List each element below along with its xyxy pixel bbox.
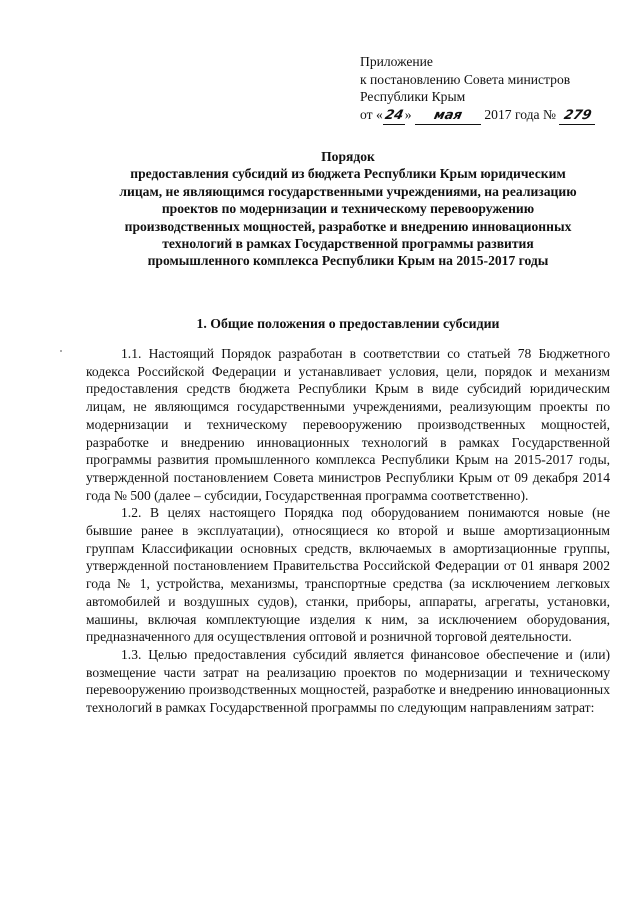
annex-header [360,53,595,125]
title-line-1: Порядок [321,149,375,164]
title-line-7: промышленного комплекса Республики Крым на 2015-2017 годы [147,253,549,269]
title-line-6: технологий в рамках Государственной программы развития [162,236,534,252]
title-line-3: лицам, не являющимся государственными учреждениями, на реализацию [119,183,577,199]
title-line-5: производственных мощностей, разработке и внедрению инновационных [124,218,572,234]
annex-date-line [360,106,595,126]
annex-month: мая [432,107,464,123]
annex-number: 279 [562,107,593,123]
body-text [86,345,610,717]
section-1-heading: 1. Общие положения о предоставлении субсидии [196,316,500,331]
annex-month-field [415,106,481,126]
title-line-4: проектов по модернизации и техническому перевооружению [161,201,535,217]
annex-year: 2017 года № [484,106,556,122]
annex-day-field [383,106,405,126]
annex-resolution: к постановлению Совета министров [360,71,571,87]
paragraph-1-1: 1.1. Настоящий Порядок разработан в соответствии со статьей 78 Бюджетного кодекса Российской Федерации и устанавливает условия, цели, порядок и механизм предоставления средств бюджета Республики Крым в виде субсидий юридическим лицам, не являющимся государственными учреждениями, реализующим проекты по модернизации и техническому перевооружению производственных мощностей, разработке и внедрению инновационных технологий в рамках Государственной программы развития промышленного комплекса Республики Крым на 2015-2017 годы, утвержденной постановлением Совета министров Республики Крым от 09 декабря 2014 года № 500 (далее – субсидии, Государственная программа соответственно). [86,346,610,503]
annex-label: Приложение [360,54,433,69]
annex-number-field [559,106,595,126]
annex-date-mid: » [404,106,412,122]
annex-date-prefix: от « [360,106,383,122]
document-title [86,148,610,270]
annex-day: 24 [383,107,405,123]
annex-republic: Республики Крым [360,89,466,105]
paragraph-1-2: 1.2. В целях настоящего Порядка под оборудованием понимаются новые (не бывшие ранее в эксплуатации), относящиеся ко второй и выше амортизационным группам Классификации основных средств, включаемых в амортизационные группы, утвержденной постановлением Правительства Российской Федерации от 01 января 2002 года № 1, устройства, механизмы, транспортные средства (за исключением легковых автомобилей и воздушных судов), станки, приборы, аппараты, агрегаты, установки, машины, включая комплектующие изделия к ним, за исключением оборудования, предназначенного для осуществления оптовой и розничной торговой деятельности. [86,505,610,645]
paragraph-1-3: 1.3. Целью предоставления субсидий является финансовое обеспечение и (или) возмещение части затрат на реализацию проектов по модернизации и техническому перевооружению производственных мощностей, разработке и внедрению инновационных технологий в рамках Государственной программы по следующим направлениям затрат: [86,646,610,716]
margin-mark [60,350,62,352]
title-line-2: предоставления субсидий из бюджета Республики Крым юридическим [130,166,566,182]
